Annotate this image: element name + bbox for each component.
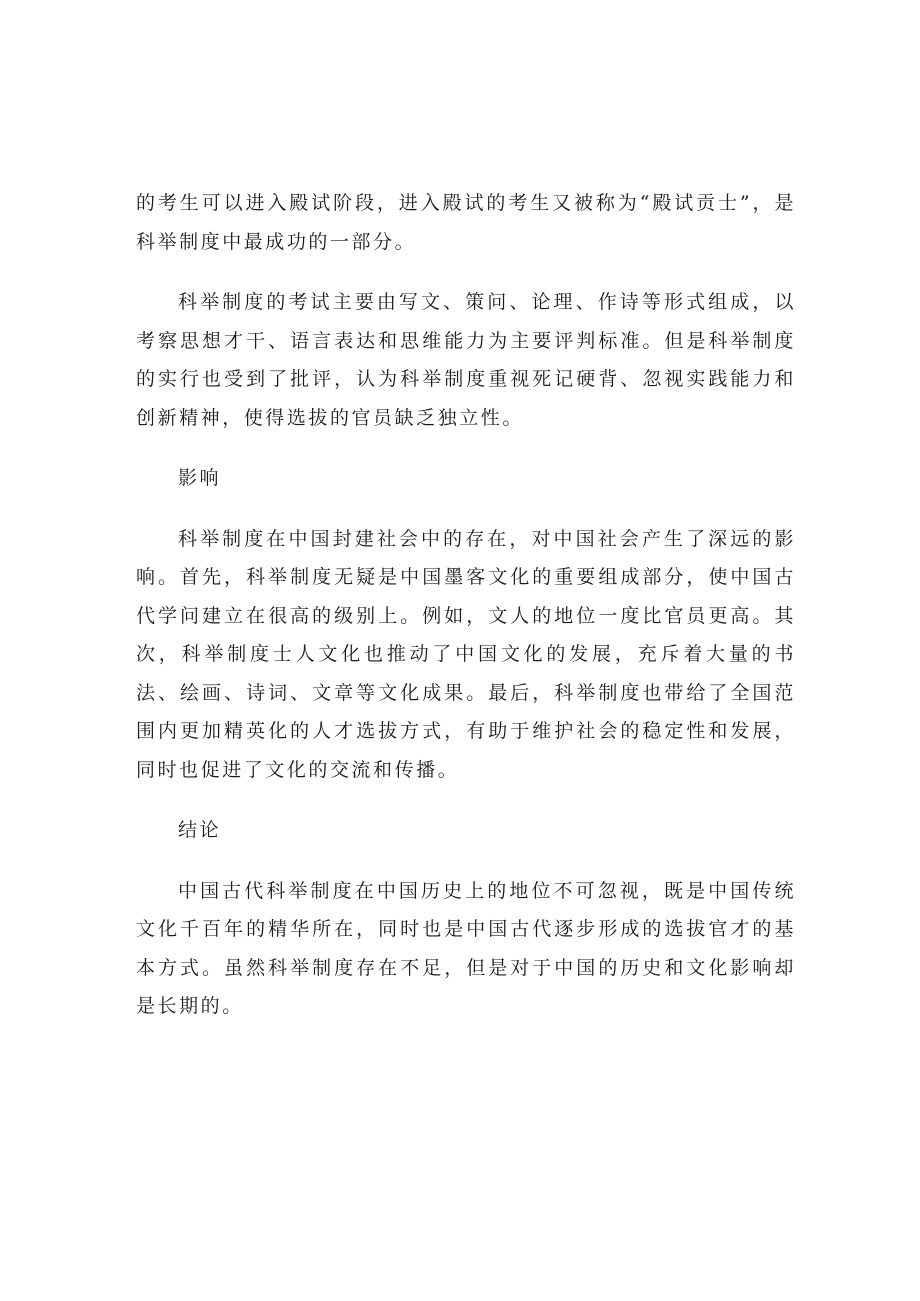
paragraph-influence: 科举制度在中国封建社会中的存在，对中国社会产生了深远的影响。首先，科举制度无疑是中国墨客文化的重要组成部分，使中国古代学问建立在很高的级别上。例如，文人的地位一度比官员更高。其次，科举制度士人文化也推动了中国文化的发展，充斥着大量的书法、绘画、诗词、文章等文化成果。最后，科举制度也带给了全国范围内更加精英化的人才选拔方式，有助于维护社会的稳定性和发展，同时也促进了文化的交流和传播。 <box>136 527 796 781</box>
paragraph-exam-format: 科举制度的考试主要由写文、策问、论理、作诗等形式组成，以考察思想才干、语言表达和思维能力为主要评判标准。但是科举制度的实行也受到了批评，认为科举制度重视死记硬背、忽视实践能力和创新精神，使得选拔的官员缺乏独立性。 <box>136 291 796 429</box>
section-heading-influence: 影响 <box>178 467 222 489</box>
paragraph-continued: 的考生可以进入殿试阶段，进入殿试的考生又被称为“殿试贡士”，是科举制度中最成功的一部分。 <box>136 192 796 253</box>
paragraph-conclusion: 中国古代科举制度在中国历史上的地位不可忽视，既是中国传统文化千百年的精华所在，同时也是中国古代逐步形成的选拔官才的基本方式。虽然科举制度存在不足，但是对于中国的历史和文化影响却是长期的。 <box>136 879 796 1017</box>
document-body <box>136 184 796 1026</box>
section-heading-conclusion: 结论 <box>178 819 222 841</box>
